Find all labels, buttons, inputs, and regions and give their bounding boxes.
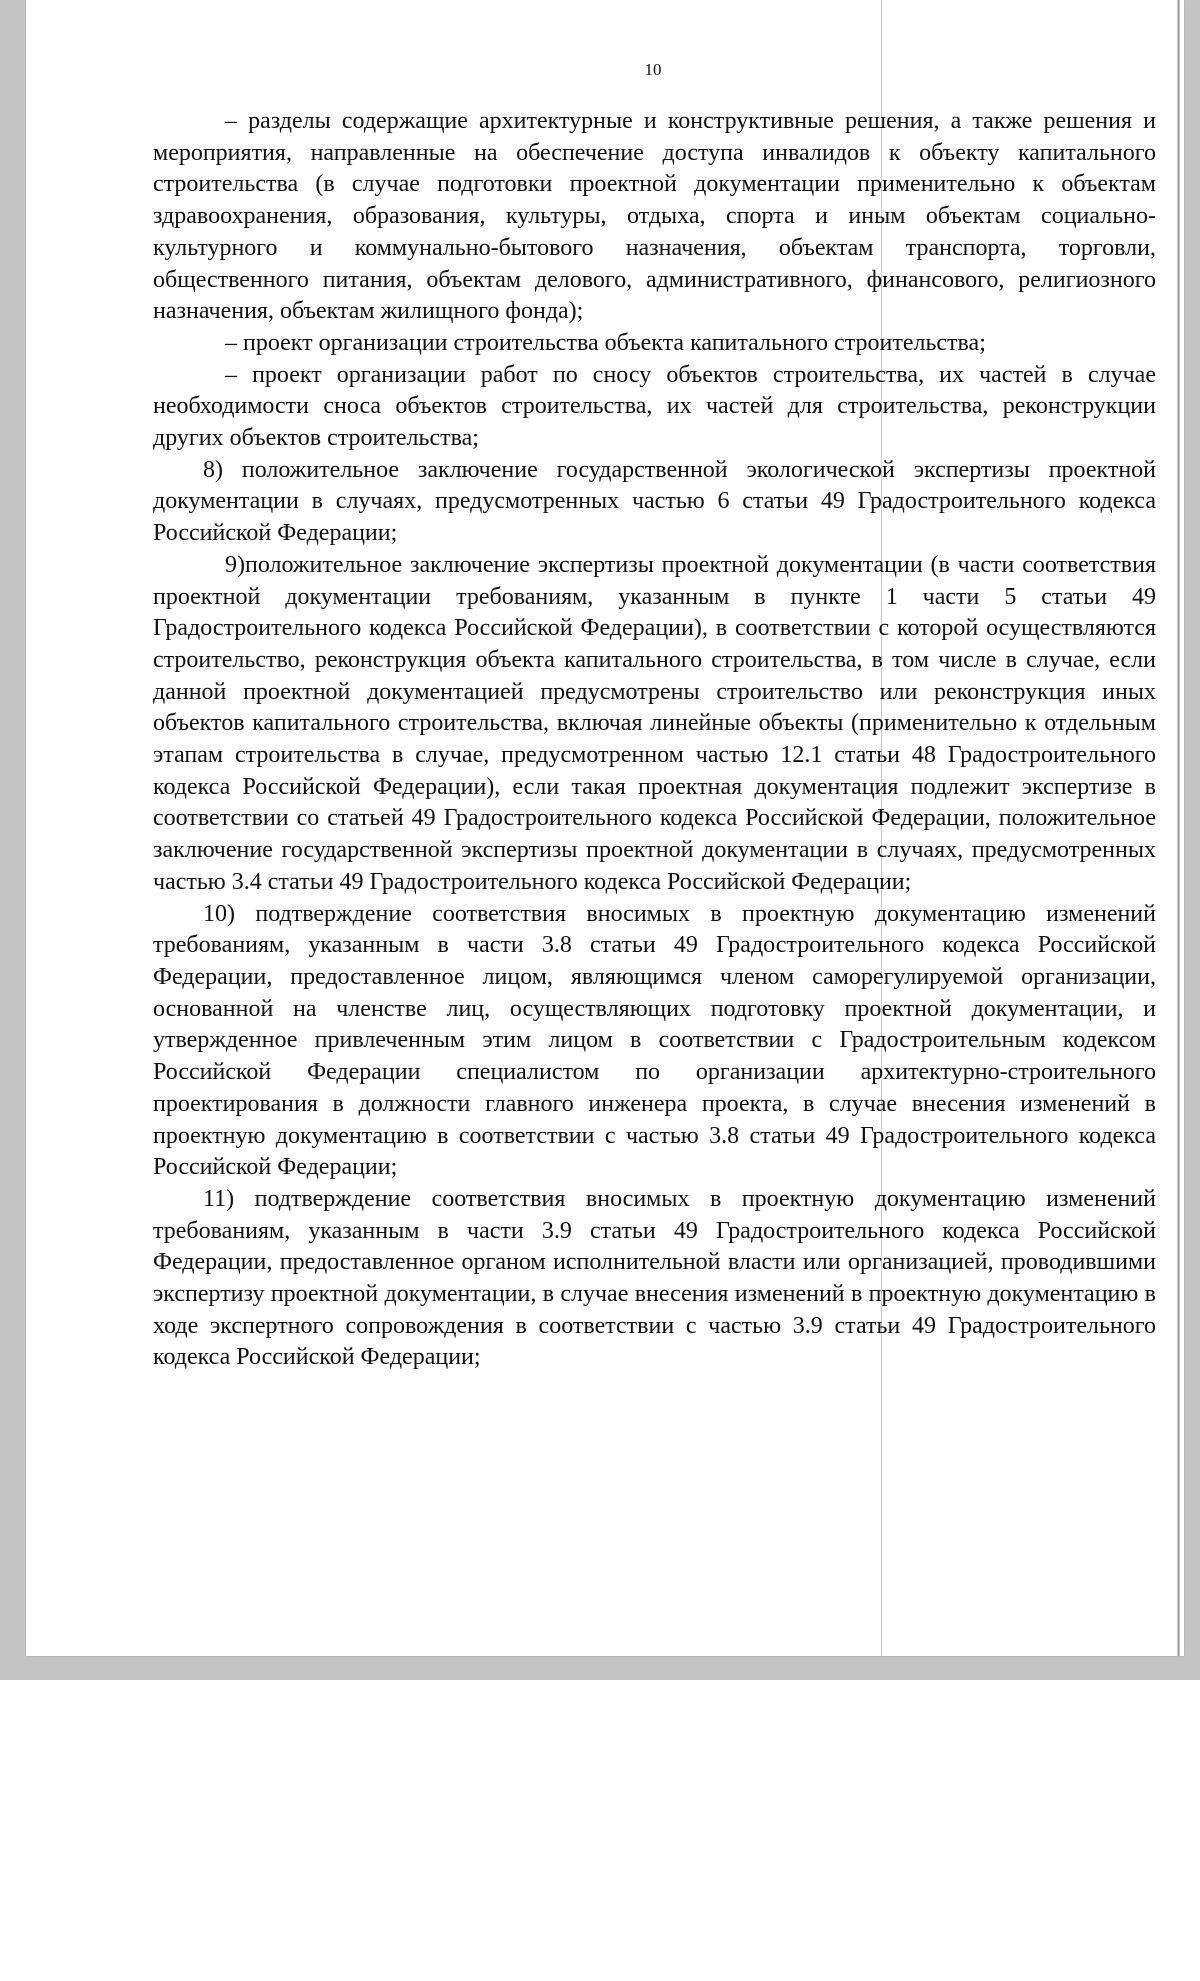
paragraph-architectural-sections: – разделы содержащие архитектурные и конструктивные решения, а также решения и мероприятия, направленные на обеспечение доступа инвалидов к объекту капитального строительства (в случае подготовки проектной документации применительно к объектам здравоохранения, образования, культуры, отдыха, спорта и иным объектам социально-культурного и коммунально-бытового назначения, объектам транспорта, торговли, общественного питания, объектам делового, административного, финансового, религиозного назначения, объектам жилищного фонда); bbox=[153, 108, 1156, 325]
paragraph-item-10: 10) подтверждение соответствия вносимых в проектную документацию изменений требованиям, указанным в части 3.8 статьи 49 Градостроительного кодекса Российской Федерации, предоставленное лицом, являющимся членом саморегулируемой организации, основанной на членстве лиц, осуществляющих подготовку проектной документации, и утвержденное привлеченным этим лицом в соответствии с Градостроительным кодексом Российской Федерации специалистом по организации архитектурно-строительного проектирования в должности главного инженера проекта, в случае внесения изменений в проектную документацию в соответствии с частью 3.8 статьи 49 Градостроительного кодекса Российской Федерации; bbox=[153, 900, 1156, 1181]
page-number: 10 bbox=[644, 60, 662, 79]
document-body bbox=[153, 106, 1156, 1374]
page-edge-shadow bbox=[1177, 0, 1180, 1656]
document-page bbox=[26, 0, 1184, 1656]
paragraph-item-11: 11) подтверждение соответствия вносимых в проектную документацию изменений требованиям, указанным в части 3.9 статьи 49 Градостроительного кодекса Российской Федерации, предоставленное органом исполнительной власти или организацией, проводившими экспертизу проектной документации, в случае внесения изменений в проектную документацию в ходе экспертного сопровождения в соответствии с частью 3.9 статьи 49 Градостроительного кодекса Российской Федерации; bbox=[153, 1185, 1156, 1371]
paragraph-construction-organization: – проект организации строительства объекта капитального строительства; bbox=[225, 329, 986, 356]
paragraph-item-9: 9)положительное заключение экспертизы проектной документации (в части соответствия проектной документации требованиям, указанным в пункте 1 части 5 статьи 49 Градостроительного кодекса Российской Федерации), в соответствии с которой осуществляются строительство, реконструкция объекта капитального строительства, в том числе в случае, если данной проектной документацией предусмотрены строительство или реконструкция иных объектов капитального строительства, включая линейные объекты (применительно к отдельным этапам строительства в случае, предусмотренном частью 12.1 статьи 48 Градостроительного кодекса Российской Федерации), если такая проектная документация подлежит экспертизе в соответствии со статьей 49 Градостроительного кодекса Российской Федерации, положительное заключение государственной экспертизы проектной документации в случаях, предусмотренных частью 3.4 статьи 49 Градостроительного кодекса Российской Федерации; bbox=[153, 551, 1156, 895]
paragraph-item-8: 8) положительное заключение государственной экологической экспертизы проектной документации в случаях, предусмотренных частью 6 статьи 49 Градостроительного кодекса Российской Федерации; bbox=[153, 456, 1156, 547]
paragraph-demolition-project: – проект организации работ по сносу объектов строительства, их частей в случае необходимости сноса объектов строительства, их частей для строительства, реконструкции других объектов строительства; bbox=[153, 361, 1156, 452]
